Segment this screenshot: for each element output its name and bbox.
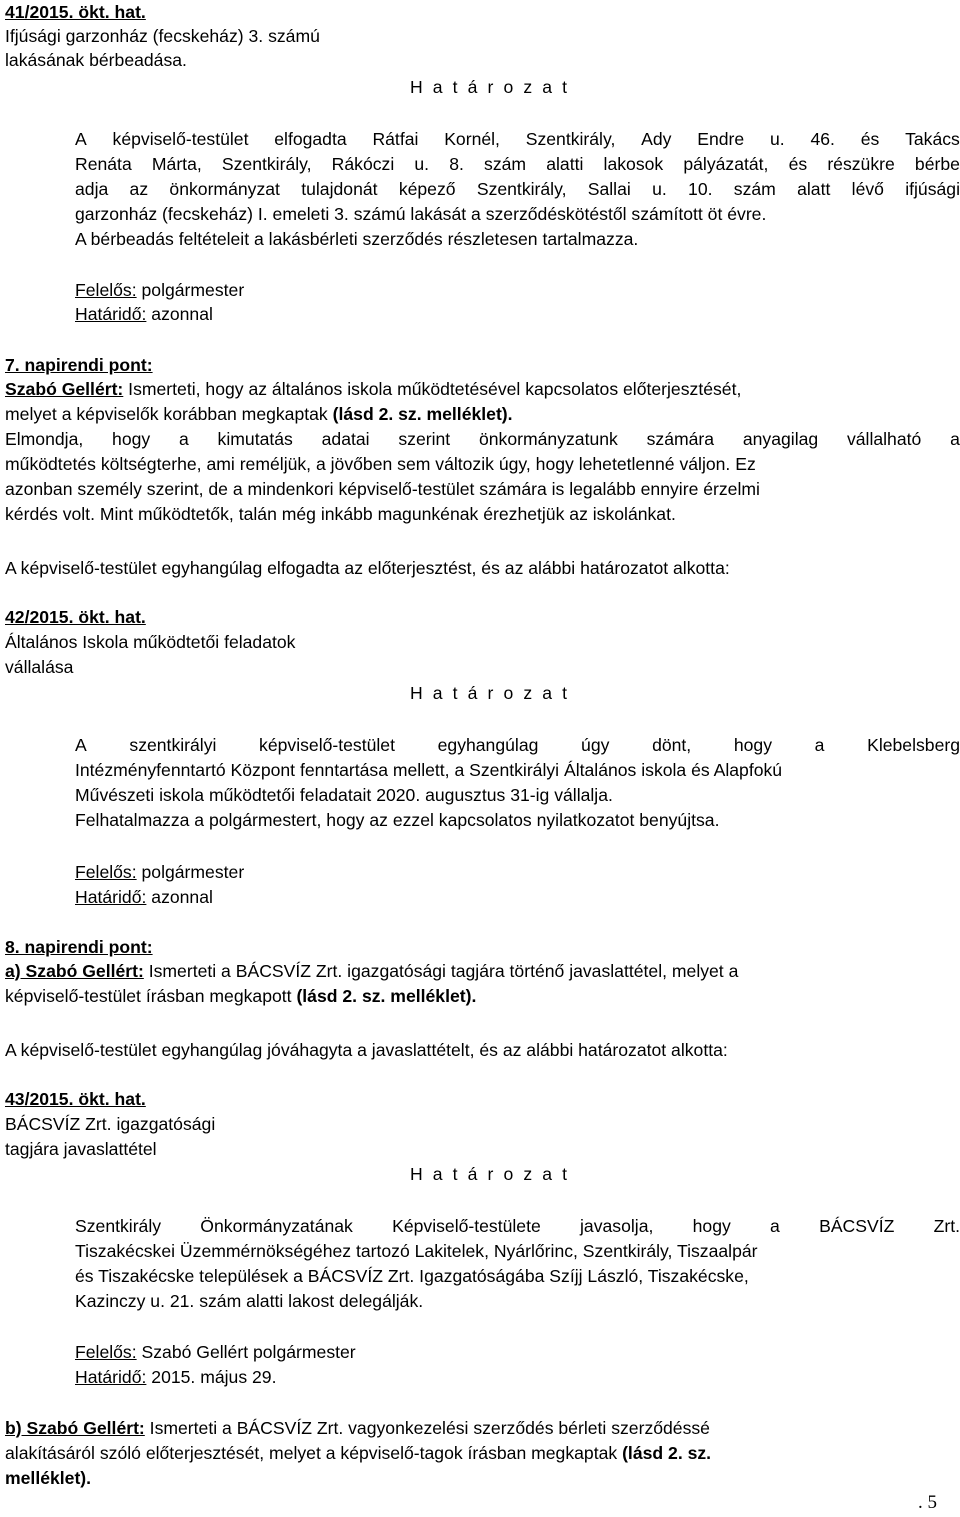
- paragraph-line: A képviselő-testület elfogadta Rátfai Kornél, Szentkirály, Ady Endre u. 46. és Takács: [75, 129, 960, 149]
- paragraph-line: A szentkirályi képviselő-testület egyhangúlag úgy dönt, hogy a Klebelsberg: [75, 735, 960, 755]
- paragraph-line: Kazinczy u. 21. szám alatti lakost delegálják.: [75, 1291, 424, 1311]
- paragraph-line: melyet a képviselők korábban megkaptak (lásd 2. sz. melléklet).: [5, 404, 513, 424]
- paragraph-line: b) Szabó Gellért: Ismerteti a BÁCSVÍZ Zrt. vagyonkezelési szerződés bérleti szerződéssé: [5, 1418, 710, 1438]
- paragraph-line: Felhatalmazza a polgármestert, hogy az ezzel kapcsolatos nyilatkozatot benyújtsa.: [75, 810, 720, 830]
- deadline-line: Határidő: azonnal: [75, 887, 213, 907]
- paragraph-line: garzonház (fecskeház) I. emeleti 3. számú lakását a szerződéskötéstől számított öt évre.: [75, 204, 767, 224]
- paragraph-line: Elmondja, hogy a kimutatás adatai szerint önkormányzatunk számára anyagilag vállalható a: [5, 429, 960, 449]
- paragraph-line: Szabó Gellért: Ismerteti, hogy az általános iskola működtetésével kapcsolatos előterjesztését,: [5, 379, 742, 399]
- responsible-line: Felelős: polgármester: [75, 862, 245, 882]
- decision-subject-line: BÁCSVÍZ Zrt. igazgatósági: [5, 1114, 216, 1134]
- decision-subject-line: vállalása: [5, 657, 74, 677]
- paragraph-line: melléklet).: [5, 1468, 92, 1488]
- responsible-line: Felelős: polgármester: [75, 280, 245, 300]
- paragraph-line: Szentkirály Önkormányzatának Képviselő-testülete javasolja, hogy a BÁCSVÍZ Zrt.: [75, 1216, 960, 1236]
- paragraph-line: a) Szabó Gellért: Ismerteti a BÁCSVÍZ Zrt. igazgatósági tagjára történő javaslattétel, melyet a: [5, 961, 739, 981]
- paragraph-line: Intézményfenntartó Központ fenntartása mellett, a Szentkirályi Általános iskola és Alapfokú: [75, 760, 783, 780]
- responsible-line: Felelős: Szabó Gellért polgármester: [75, 1342, 356, 1362]
- decision-number: 41/2015. ökt. hat.: [5, 2, 146, 22]
- decision-number: 43/2015. ökt. hat.: [5, 1089, 146, 1109]
- paragraph-line: azonban személy szerint, de a mindenkori képviselő-testület számára is legalább ennyire érzelmi: [5, 479, 760, 499]
- paragraph-line: működtetés költségterhe, ami reméljük, a jövőben sem változik úgy, hogy lehetetlenné váljon. Ez: [5, 454, 756, 474]
- paragraph-line: alakításáról szóló előterjesztését, melyet a képviselő-tagok írásban megkaptak (lásd 2. sz.: [5, 1443, 712, 1463]
- paragraph-line: adja az önkormányzat tulajdonát képező Szentkirály, Sallai u. 10. szám alatt lévő ifjúsági: [75, 179, 960, 199]
- vote-statement: A képviselő-testület egyhangúlag jóváhagyta a javaslattételt, és az alábbi határozatot alkotta:: [5, 1040, 728, 1060]
- agenda-item-title: 8. napirendi pont:: [5, 937, 153, 957]
- resolution-heading: H a t á r o z a t: [410, 683, 570, 703]
- paragraph-line: Művészeti iskola működtetői feladatait 2020. augusztus 31-ig vállalja.: [75, 785, 613, 805]
- decision-subject-line: Általános Iskola működtetői feladatok: [5, 632, 296, 652]
- page-number: . 5: [918, 1492, 937, 1513]
- resolution-heading: H a t á r o z a t: [410, 1164, 570, 1184]
- paragraph-line: és Tiszakécske települések a BÁCSVÍZ Zrt. Igazgatóságába Szíjj László, Tiszakécske,: [75, 1266, 749, 1286]
- paragraph-line: kérdés volt. Mint működtetők, talán még inkább magunkénak érezhetjük az iskolánkat.: [5, 504, 676, 524]
- paragraph-line: képviselő-testület írásban megkapott (lásd 2. sz. melléklet).: [5, 986, 477, 1006]
- decision-subject-line: lakásának bérbeadása.: [5, 50, 187, 70]
- resolution-heading: H a t á r o z a t: [410, 77, 570, 97]
- vote-statement: A képviselő-testület egyhangúlag elfogadta az előterjesztést, és az alábbi határozatot alkotta:: [5, 558, 730, 578]
- paragraph-line: Tiszakécskei Üzemmérnökségéhez tartozó Lakitelek, Nyárlőrinc, Szentkirály, Tiszaalpár: [75, 1241, 758, 1261]
- deadline-line: Határidő: azonnal: [75, 304, 213, 324]
- decision-number: 42/2015. ökt. hat.: [5, 607, 146, 627]
- decision-subject-line: tagjára javaslattétel: [5, 1139, 157, 1159]
- agenda-item-title: 7. napirendi pont:: [5, 355, 153, 375]
- decision-subject-line: Ifjúsági garzonház (fecskeház) 3. számú: [5, 26, 320, 46]
- paragraph-line: A bérbeadás feltételeit a lakásbérleti szerződés részletesen tartalmazza.: [75, 229, 639, 249]
- deadline-line: Határidő: 2015. május 29.: [75, 1367, 277, 1387]
- paragraph-line: Renáta Márta, Szentkirály, Rákóczi u. 8. szám alatti lakosok pályázatát, és részükre bérbe: [75, 154, 960, 174]
